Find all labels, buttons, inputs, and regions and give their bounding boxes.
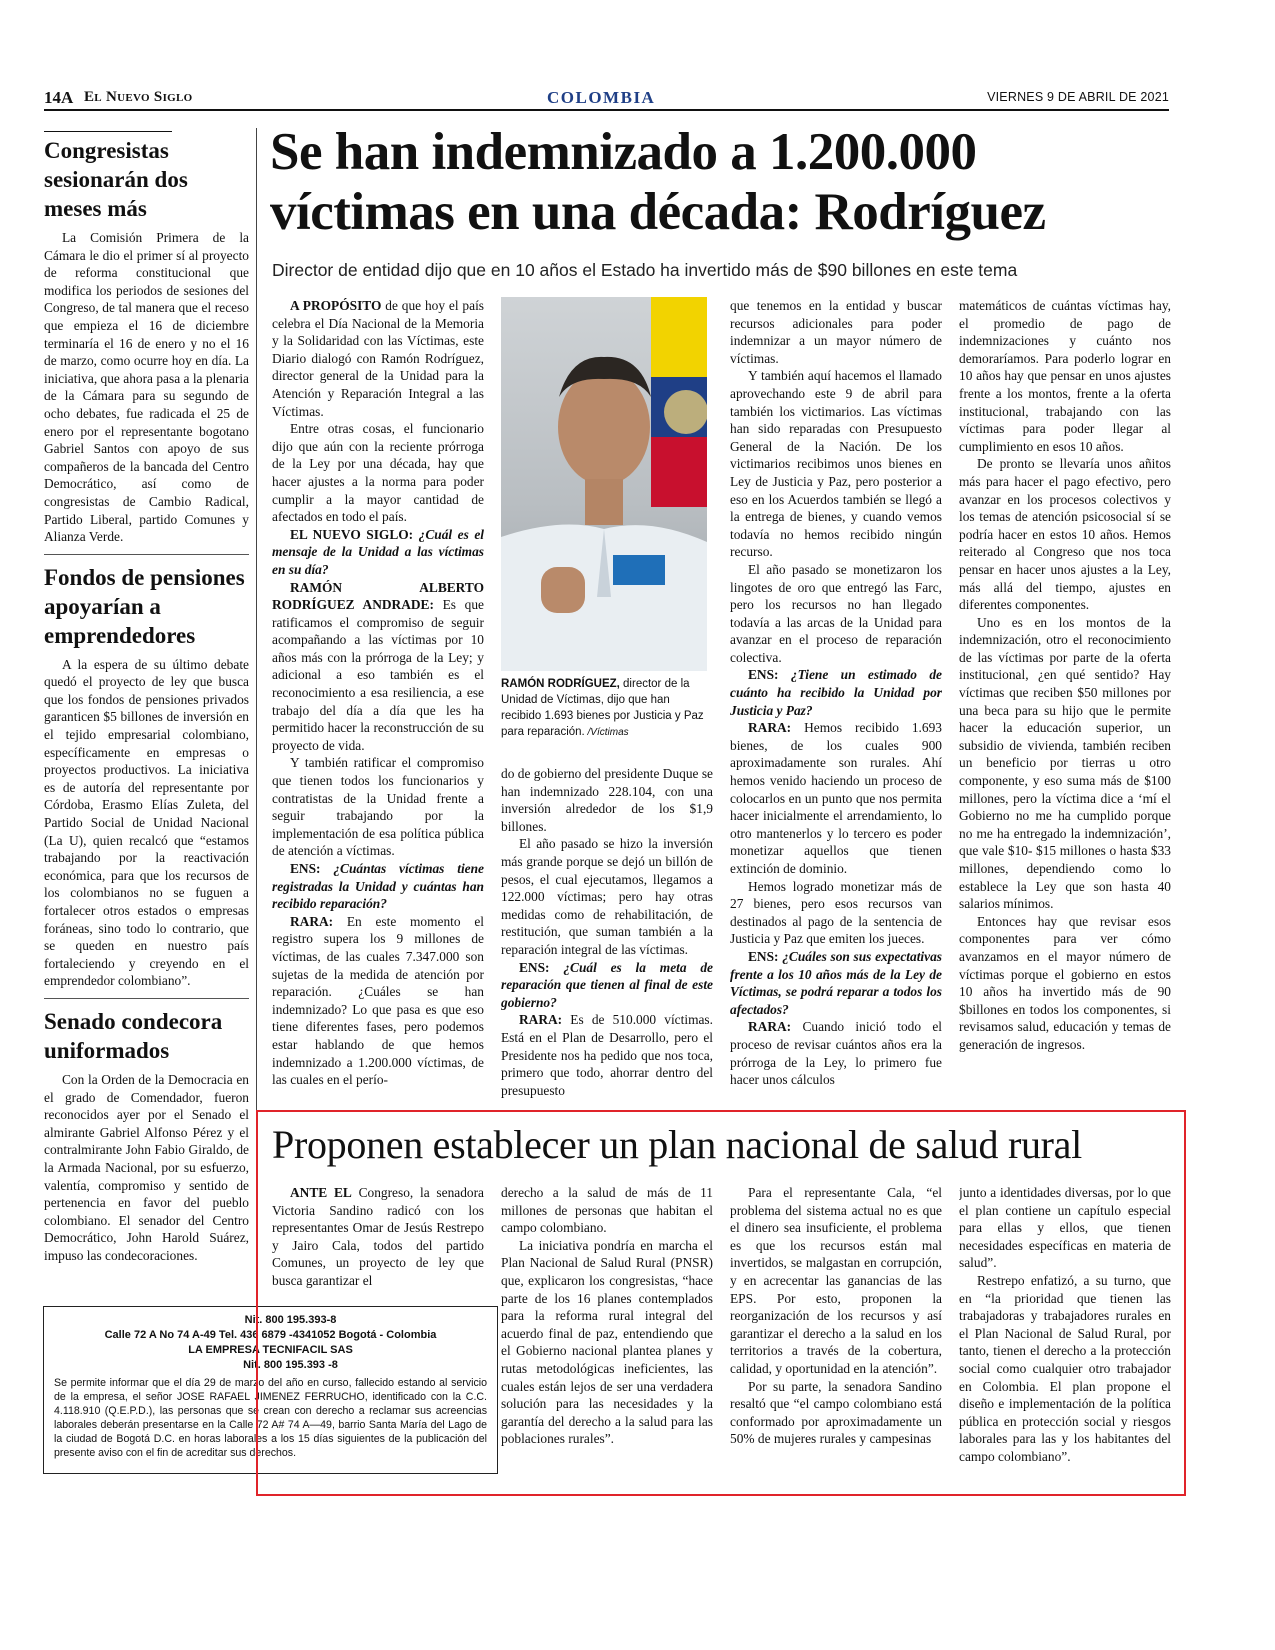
notice-nit-2: Nit. 800 195.393 -8 [243, 1359, 338, 1371]
paragraph [501, 835, 713, 958]
paragraph [501, 765, 713, 835]
paragraph [730, 1018, 942, 1088]
page-header [44, 88, 1169, 110]
sidebar-story-1 [44, 136, 249, 546]
masthead: El Nuevo Siglo [84, 89, 193, 105]
portrait-illustration [501, 297, 707, 671]
paragraph-text: Congreso, la senadora Victoria Sandino radicó con los representantes Omar de Jesús Restrepo y Jairo Cala, todos del partido Comunes, un proyecto de ley que busca garantizar el [272, 1185, 484, 1288]
photo-caption [501, 676, 707, 741]
paragraph [272, 579, 484, 755]
sidebar-top-rule [44, 131, 172, 132]
notice-body: Se permite informar que el día 29 de marzo del año en curso, fallecido estando al servicio de la empresa, el señor JOSE RAFAEL JIMENEZ FERRUCHO, identificado con la C.C. 4.118.910 (Q.E.P.D.), las personas que se crean con derecho a reclamar sus acreencias laborales deberán presentarse en la Calle 72 A# 74 A—49, barrio Santa María del Lago de la ciudad de Bogotá D.C. en horas laborales a los 15 días siguientes de la publicación del presente aviso con el fin de acreditar sus derechos. [54, 1377, 487, 1459]
paragraph-text: matemáticos de cuántas víctimas hay, el promedio de pago de indemnizaciones y cuánto nos demoraríamos. Para poderlo lograr en 10 años hay que pensar en unos ajustes frente a los montos, frente a la oferta institucional, trabajando con las víctimas para poder llegar al cumplimiento en esos 10 años. [959, 298, 1171, 454]
paragraph [730, 561, 942, 667]
lead-in: A PROPÓSITO [290, 298, 382, 313]
paragraph [272, 297, 484, 420]
caption-name: RAMÓN RODRÍGUEZ, [501, 678, 620, 690]
paragraph-text: Cuando inició todo el proceso de revisar cuántos años era la prórroga de la Ley, lo primero fue hacer unos cálculos [730, 1019, 942, 1088]
issue-date: VIERNES 9 DE ABRIL DE 2021 [987, 90, 1169, 104]
paragraph-text: Uno es en los montos de la indemnización, otro el reconocimiento de las víctimas por parte de la oferta institucional, ¿en qué sentido? Hay víctimas que reciben $50 millones por una beca para su hijo que le permite hacer la educación superior, un subsidio de vivienda, también reciben un beneficio por tierras u otro componente, y eso suma más de $100 millones, pero la víctima dice a ‘mí el Gobierno no me ha cumplido porque no me ha entregado la indemnización’, que vale $10- $15 millones o hasta $33 millones, dependiendo como lo establece la Ley que son hasta 40 salarios mínimos. [959, 614, 1171, 912]
lead-in: RAMÓN ALBERTO RODRÍGUEZ ANDRADE: [272, 579, 484, 613]
paragraph-text: El año pasado se hizo la inversión más grande porque se dejó un billón de pesos, el cual ejecutamos, llegamos a 122.000 víctimas; pero hay otras medidas como de rehabilitación, de restitución, que suman también a la reparación integral de las víctimas. [501, 836, 713, 957]
sidebar-body: Con la Orden de la Democracia en el grado de Comendador, fueron reconocidos ayer por el Senado el almirante Gabriel Alfonso Pérez y el contralmirante John Fabio Giraldo, de la Armada Nacional, por su esfuerzo, valentía, compromiso y sentido de pertenencia en favor del pueblo colombiano. El senador del Centro Democrático, John Harold Suárez, impuso las condecoraciones. [44, 1071, 249, 1263]
paragraph [959, 1184, 1171, 1272]
paragraph-text: En este momento el registro supera los 9 millones de víctimas, de las cuales 7.347.000 son sujetas de la medida de atención por reparación. ¿Cuáles se han indemnizado? Lo que pasa es que eso tiene diferentes fases, pero podemos estar hablando de que hemos indemnizado a 1.200.000 víctimas, de las cuales en el perío- [272, 913, 484, 1088]
paragraph-text: Por su parte, la senadora Sandino resaltó que “el campo colombiano está conformado por aproximadamente un 50% de mujeres rurales y campesinas [730, 1378, 942, 1447]
paragraph [272, 860, 484, 913]
paragraph-text: que tenemos en la entidad y buscar recursos adicionales para poder indemnizar a un mayor número de víctimas. [730, 298, 942, 366]
sidebar-story-3 [44, 1007, 249, 1265]
paragraph [501, 1184, 713, 1237]
paragraph [730, 948, 942, 1018]
lead-in: ENS: [748, 948, 779, 964]
paragraph-text: Es que ratificamos el compromiso de seguir acompañando a las víctimas por 10 años más con la prórroga de la Ley; y adicional a eso también es el reconocimiento a esa resiliencia, a ese trabajo del día a día que les ha permitido hacer la reconstrucción de su proyecto de vida. [272, 597, 484, 753]
paragraph [959, 1272, 1171, 1466]
question: ¿Cuáles son sus expectativas frente a los 10 años más de la Ley de Víctimas, se podrá reparar a todos los afectados? [730, 948, 942, 1017]
notice-nit: Nit. 800 195.393-8 [244, 1314, 337, 1326]
paragraph [501, 1011, 713, 1099]
sidebar-divider [44, 998, 249, 999]
lead-in: ENS: [290, 861, 321, 876]
sidebar-headline: Fondos de pensiones apoyarían a emprendedores [44, 564, 245, 648]
paragraph [730, 1378, 942, 1448]
paragraph-text: de que hoy el país celebra el Día Nacional de la Memoria y la Solidaridad con las Víctimas, este Diario dialogó con Ramón Rodríguez, director general de la Unidad para la Atención y Reparación Integral a las Víctimas. [272, 298, 484, 419]
paragraph [272, 526, 484, 579]
paragraph [730, 297, 942, 367]
paragraph [730, 367, 942, 561]
rural-col-4 [959, 1184, 1171, 1484]
sidebar-headline: Senado condecora uniformados [44, 1008, 223, 1063]
paragraph-text: De pronto se llevaría unos añitos más para hacer el pago efectivo, pero avanzar en los procesos colectivos y los temas de atención psicosocial sí se podría hacer en estos 10 años. Hemos reiterado al Congreso que nos toca pensar en hacer unos ajustes a la Ley, más allá del tiempo, ajustes en diferentes componentes. [959, 456, 1171, 613]
paragraph-text: La iniciativa pondría en marcha el Plan Nacional de Salud Rural (PNSR) que, explicaron los congresistas, “hace parte de los 16 planes contemplados para la reforma rural integral del acuerdo final de paz, entendiendo que el Gobierno nacional plantea planes y rutas metodológicas ineficientes, las cuales están lejos de ser una verdadera solución para las necesidades y la garantía del derecho a la salud para las poblaciones rurales”. [501, 1237, 713, 1447]
paragraph [959, 614, 1171, 913]
paragraph [501, 1237, 713, 1448]
paragraph [272, 754, 484, 860]
paragraph [959, 913, 1171, 1054]
rural-headline: Proponen establecer un plan nacional de salud rural [272, 1122, 1082, 1167]
sidebar-body: La Comisión Primera de la Cámara le dio el primer sí al proyecto de reforma constitucional que modifica los periodos de sesiones del Congreso, de tal manera que el receso que empieza el 16 de diciembre terminaría el 16 de enero y no el 16 de marzo, como ocurre hoy en día. La iniciativa, que ahora pasa a la plenaria de la Cámara para su segundo de ocho debates, fue radicada el 25 de enero por el representante bogotano Gabriel Santos con apoyo de sus compañeros de la bancada del Centro Democrático, así como de congresistas de Cambio Radical, Partido Liberal, partido Comunes y Alianza Verde. [44, 230, 249, 545]
lead-in: RARA: [748, 1019, 792, 1035]
question: ¿Cuál es el mensaje de la Unidad a las víctimas en su día? [272, 526, 484, 577]
paragraph [730, 719, 942, 877]
paragraph-text: Para el representante Cala, “el problema del sistema actual no es que el dinero sea insuficiente, el problema es que los recursos están mal invertidos, se malgastan en corrupción, y en acrecentar las ganancias de las EPS. Por esto, proponen la reorganización de los recursos y así garantizar el derecho a la salud en los territorios a través de la cobertura, calidad, y oportunidad en la atención”. [730, 1185, 942, 1376]
paragraph-text: Restrepo enfatizó, a su turno, que en “la prioridad que tienen las trabajadoras y trabajadores rurales en el Plan Nacional de Salud Rural, por tanto, tienen el derecho a la protección social como cualquier otro trabajador en Colombia. El plan propone el diseño e implementación de la política pública en protección social y riesgos laborales para las y los habitantes del campo colombiano”. [959, 1272, 1171, 1464]
lead-in: EL NUEVO SIGLO: [290, 526, 414, 542]
paragraph [272, 420, 484, 526]
section-label: COLOMBIA [547, 88, 656, 107]
rural-col-1 [272, 1184, 484, 1294]
question: ¿Cuál es la meta de reparación que tienen al final de este gobierno? [501, 959, 713, 1010]
lead-in: RARA: [290, 913, 334, 929]
paragraph [501, 959, 713, 1012]
page-number: 14A [44, 88, 74, 107]
main-col-2 [501, 765, 713, 1103]
rural-col-3 [730, 1184, 942, 1484]
main-subhead: Director de entidad dijo que en 10 años el Estado ha invertido más de $90 billones en este tema [272, 260, 1018, 280]
portrait-photo [501, 297, 707, 671]
question: ¿Tiene un estimado de cuánto ha recibido la Unidad por Justicia y Paz? [730, 667, 942, 718]
paragraph [730, 878, 942, 948]
lead-in: RARA: [748, 720, 792, 736]
paragraph-text: do de gobierno del presidente Duque se han indemnizado 228.104, con una inversión alrededor de los $1,9 billones. [501, 766, 713, 834]
paragraph-text: Y también ratificar el compromiso que tienen todos los funcionarios y contratistas de la Unidad frente a seguir trabajando por la implementación de esa política pública de atención a víctimas. [272, 755, 484, 859]
paragraph-text: Hemos logrado monetizar más de 27 bienes, pero esos recursos van destinados al pago de la sentencia de Justicia y Paz que emiten los jueces. [730, 878, 942, 947]
paragraph [272, 1184, 484, 1290]
main-col-4 [959, 297, 1171, 1103]
paragraph-text: Entre otras cosas, el funcionario dijo que aún con la reciente prórroga de la Ley por una década, hay que hacer ajustes a la norma para poder cumplir a la mayor cantidad de afectados en todo el país. [272, 421, 484, 525]
notice-address: Calle 72 A No 74 A-49 Tel. 436 6879 -4341052 Bogotá - Colombia [104, 1329, 437, 1341]
paragraph [272, 913, 484, 1089]
header-rule [44, 109, 1169, 111]
column-divider [256, 128, 257, 1278]
lead-in: ENS: [748, 667, 779, 683]
paragraph [730, 1184, 942, 1378]
paragraph-text: Es de 510.000 víctimas. Está en el Plan de Desarrollo, pero el Presidente nos ha pedido que nos toca, primero que todo, ahorrar dentro del presupuesto [501, 1012, 713, 1098]
lead-in: RARA: [519, 1012, 563, 1028]
paragraph [730, 666, 942, 719]
sidebar-body: A la espera de su último debate quedó el proyecto de ley que busca que los fondos de pensiones privados garanticen $5 billones de inversión en el tejido empresarial colombiano, específicamente en empresas o proyectos productivos. La iniciativa es de autoría del representante por Córdoba, Erasmo Elías Zuleta, del Partido Social de Unidad Nacional (La U), quien recalcó que “estamos trabajando por la reactivación económica, para que los recursos de los colombianos no se fuguen a fortalecer otros estados o empresas foráneas, sino todo lo contrario, que se queden en nuestro país fortaleciendo y creyendo en el emprendedor colombiano”. [44, 656, 249, 989]
notice-company: LA EMPRESA TECNIFACIL SAS [188, 1344, 353, 1356]
paragraph-text: Entonces hay que revisar esos componentes para ver cómo avanzamos en el mayor número de víctimas porque el gobierno en estos 10 años ha invertido más de 90 $billones en todos los componentes, si revisamos salud, educación y temas de generación de ingresos. [959, 913, 1171, 1052]
sidebar-story-2 [44, 563, 249, 990]
main-headline [270, 122, 1046, 242]
paragraph-text: El año pasado se monetizaron los lingotes de oro que entregó las Farc, pero los recursos no han llegado todavía a las arcas de la Unidad para avanzar en el proceso de reparación colectiva. [730, 561, 942, 665]
paragraph-text: derecho a la salud de más de 11 millones de personas que habitan el campo colombiano. [501, 1185, 713, 1236]
main-col-1 [272, 297, 484, 1103]
sidebar-divider [44, 554, 249, 555]
photo-credit: /Víctimas [584, 727, 629, 738]
main-headline-line-2: víctimas en una década: Rodríguez [270, 183, 1046, 241]
paragraph-text: junto a identidades diversas, por lo que el plan contiene un capítulo especial para ellas y ellos, que tienen necesidades específicas en materia de salud”. [959, 1185, 1171, 1271]
question: ¿Cuántas víctimas tiene registradas la Unidad y cuántas han recibido reparación? [272, 861, 484, 912]
paragraph [959, 297, 1171, 455]
main-col-3 [730, 297, 942, 1103]
lead-in: ENS: [519, 959, 550, 975]
paragraph-text: Hemos recibido 1.693 bienes, de los cuales 900 aproximadamente son rurales. Ahí hemos venido haciendo un proceso de colocarlos en un punto que nos permita hacer inicialmente el arrendamiento, lo otro mantenerlos y lo tercero es poder monetizar aquellos que tienen extinción de dominio. [730, 720, 942, 876]
sidebar [44, 136, 249, 1286]
lead-in: ANTE EL [290, 1185, 352, 1200]
main-headline-line-1: Se han indemnizado a 1.200.000 [270, 123, 977, 181]
rural-col-2 [501, 1184, 713, 1484]
paragraph-text: Y también aquí hacemos el llamado aprovechando este 9 de abril para también los victimarios. Las víctimas han sido reparadas con Presupuesto General de la Nación. De los victimarios recibimos unos bienes en Ley de Justicia y Paz, pero posterior a eso en los Acuerdos también se llegó a la entrega de bienes, y cuando vemos todavía no hemos recibido ningún recurso. [730, 368, 942, 560]
sidebar-headline: Congresistas sesionarán dos meses más [44, 138, 188, 221]
caption-text: director de la Unidad de Víctimas, dijo que han recibido 1.693 bienes por Justicia y Paz para reparación. [501, 678, 704, 738]
paragraph [959, 455, 1171, 613]
